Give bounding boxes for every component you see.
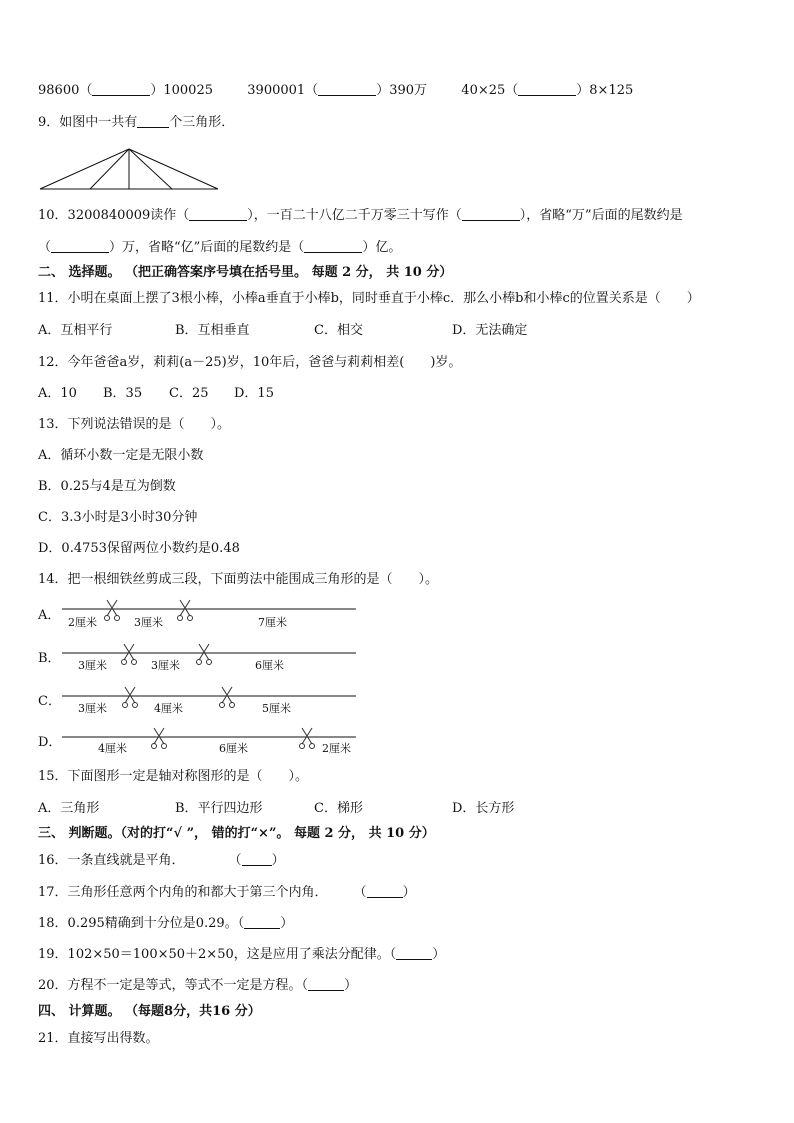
q17-line bbox=[38, 884, 416, 902]
q8a-left: 98600（ bbox=[38, 83, 93, 98]
q10-text-c: ），省略“万”后面的尾数约是 bbox=[519, 208, 683, 223]
q17-blank[interactable] bbox=[367, 885, 403, 898]
q14-d-seg-3: 2厘米 bbox=[322, 742, 351, 755]
q14-d-seg-2: 6厘米 bbox=[219, 742, 248, 755]
q18-stem: 18．0.295精确到十分位是0.29。 bbox=[38, 916, 238, 931]
q16-paren-r: ） bbox=[271, 853, 285, 868]
q9-post: 个三角形． bbox=[169, 115, 235, 130]
q8a-blank[interactable] bbox=[92, 83, 150, 96]
q14-a-seg-1: 2厘米 bbox=[68, 616, 97, 629]
q15-opt-c[interactable]: C．梯形 bbox=[314, 801, 363, 816]
q15-stem: 15．下面图形一定是轴对称图形的是（ ）。 bbox=[38, 769, 309, 784]
q13-opt-b[interactable]: B．0.25与4是互为倒数 bbox=[38, 479, 176, 494]
q20-paren-l: （ bbox=[301, 978, 309, 993]
q10-blank-1[interactable] bbox=[189, 208, 247, 221]
q14-c-seg-2: 4厘米 bbox=[154, 702, 183, 715]
q10-blank-3[interactable] bbox=[51, 240, 109, 253]
q14-c-seg-3: 5厘米 bbox=[262, 702, 291, 715]
q14-a-seg-2: 3厘米 bbox=[134, 616, 163, 629]
q10-line2 bbox=[38, 239, 401, 257]
q18-paren-r: ） bbox=[280, 916, 294, 931]
q14-c-seg-1: 3厘米 bbox=[78, 702, 107, 715]
q18-blank[interactable] bbox=[244, 916, 280, 929]
q19-line bbox=[38, 946, 445, 964]
q10-blank-4[interactable] bbox=[304, 240, 362, 253]
q14-b-seg-3: 6厘米 bbox=[255, 659, 284, 672]
q14-opt-b[interactable]: B． bbox=[38, 651, 61, 666]
scissors-icon bbox=[122, 644, 137, 665]
q10-text-b: ），一百二十八亿二千万零三十写作（ bbox=[247, 208, 462, 223]
scissors-icon bbox=[300, 728, 315, 749]
q10-line1 bbox=[38, 207, 683, 225]
q9-pre: 9．如图中一共有 bbox=[38, 115, 138, 130]
q20-line bbox=[38, 977, 357, 995]
q13-opt-c[interactable]: C．3.3小时是3小时30分钟 bbox=[38, 510, 198, 525]
q11-opt-c[interactable]: C．相交 bbox=[314, 323, 363, 338]
q10-text-f: ）亿。 bbox=[362, 240, 402, 255]
q13-opt-d[interactable]: D．0.4753保留两位小数约是0.48 bbox=[38, 541, 240, 556]
q14-b-seg-1: 3厘米 bbox=[78, 659, 107, 672]
q14-opt-d[interactable]: D． bbox=[38, 735, 62, 750]
q9-stem bbox=[38, 114, 234, 132]
q19-stem: 19．102×50＝100×50＋2×50，这是应用了乘法分配律。 bbox=[38, 947, 390, 962]
q17-paren-l: （ bbox=[353, 885, 367, 900]
q8b-blank[interactable] bbox=[318, 83, 376, 96]
q15-opt-b[interactable]: B．平行四边形 bbox=[175, 801, 263, 816]
q12-opt-a[interactable]: A．10 bbox=[38, 386, 77, 401]
q8b-right: ）390万 bbox=[376, 83, 428, 98]
q14-wire-a bbox=[62, 604, 358, 628]
q8c-right: ）8×125 bbox=[576, 83, 634, 98]
q9-blank[interactable] bbox=[137, 115, 169, 128]
q19-blank[interactable] bbox=[396, 947, 432, 960]
scissors-icon bbox=[152, 728, 167, 749]
q18-line bbox=[38, 915, 293, 933]
q14-stem: 14．把一根细铁丝剪成三段，下面剪法中能围成三角形的是（ ）。 bbox=[38, 572, 439, 587]
q13-stem: 13．下列说法错误的是（ ）。 bbox=[38, 417, 231, 432]
q16-paren-l: （ bbox=[228, 853, 242, 868]
scissors-icon bbox=[178, 600, 193, 621]
q19-paren-l: （ bbox=[389, 947, 397, 962]
q15-opt-d[interactable]: D．长方形 bbox=[452, 801, 515, 816]
q10-blank-2[interactable] bbox=[462, 208, 520, 221]
q14-d-seg-1: 4厘米 bbox=[98, 742, 127, 755]
q10-text-a: 10．3200840009读作（ bbox=[38, 208, 190, 223]
q16-blank[interactable] bbox=[242, 853, 272, 866]
q12-opt-b[interactable]: B．35 bbox=[103, 386, 143, 401]
q11-opt-b[interactable]: B．互相垂直 bbox=[175, 323, 250, 338]
section-2-heading: 二、 选择题。 （把正确答案序号填在括号里。 每题 2 分， 共 10 分） bbox=[38, 265, 453, 280]
q16-stem: 16．一条直线就是平角． bbox=[38, 853, 185, 868]
q15-opt-a[interactable]: A．三角形 bbox=[38, 801, 100, 816]
q20-stem: 20．方程不一定是等式，等式不一定是方程。 bbox=[38, 978, 302, 993]
q14-opt-c[interactable]: C． bbox=[38, 694, 61, 709]
q17-paren-r: ） bbox=[402, 885, 416, 900]
q10-text-e: ）万，省略“亿”后面的尾数约是（ bbox=[109, 240, 305, 255]
q13-opt-a[interactable]: A．循环小数一定是无限小数 bbox=[38, 448, 204, 463]
q11-opt-d[interactable]: D．无法确定 bbox=[452, 323, 528, 338]
q8c-blank[interactable] bbox=[518, 83, 576, 96]
q9-triangle-figure bbox=[38, 146, 220, 192]
scissors-icon bbox=[220, 687, 235, 708]
section-3-heading: 三、 判断题。（对的打“√ ”， 错的打“×”。 每题 2 分， 共 10 分） bbox=[38, 826, 435, 841]
q21-stem: 21．直接写出得数。 bbox=[38, 1031, 159, 1046]
scissors-icon bbox=[123, 687, 138, 708]
q14-a-seg-3: 7厘米 bbox=[258, 616, 287, 629]
scissors-icon bbox=[105, 600, 120, 621]
q12-stem: 12．今年爸爸a岁，莉莉(a－25)岁，10年后，爸爸与莉莉相差( )岁。 bbox=[38, 355, 462, 370]
q12-opt-d[interactable]: D．15 bbox=[234, 386, 274, 401]
q11-opt-a[interactable]: A．互相平行 bbox=[38, 323, 113, 338]
q20-paren-r: ） bbox=[344, 978, 358, 993]
q10-text-d: （ bbox=[38, 240, 52, 255]
q17-stem: 17．三角形任意两个内角的和都大于第三个内角． bbox=[38, 885, 328, 900]
q11-stem: 11．小明在桌面上摆了3根小棒，小棒a垂直于小棒b，同时垂直于小棒c．那么小棒b和小棒c的位置关系是（ ） bbox=[38, 291, 700, 306]
q19-paren-r: ） bbox=[432, 947, 446, 962]
q16-line bbox=[38, 852, 285, 870]
q12-opt-c[interactable]: C．25 bbox=[169, 386, 209, 401]
q14-opt-a[interactable]: A． bbox=[38, 608, 61, 623]
scissors-icon bbox=[197, 644, 212, 665]
section-4-heading: 四、 计算题。 （每题8分，共16 分） bbox=[38, 1004, 261, 1019]
q20-blank[interactable] bbox=[308, 978, 344, 991]
q8c-left: 40×25（ bbox=[461, 83, 519, 98]
q8-line bbox=[38, 82, 633, 100]
q18-paren-l: （ bbox=[237, 916, 245, 931]
q14-b-seg-2: 3厘米 bbox=[151, 659, 180, 672]
q8a-right: ）100025 bbox=[150, 83, 213, 98]
q8b-left: 3900001（ bbox=[247, 83, 319, 98]
